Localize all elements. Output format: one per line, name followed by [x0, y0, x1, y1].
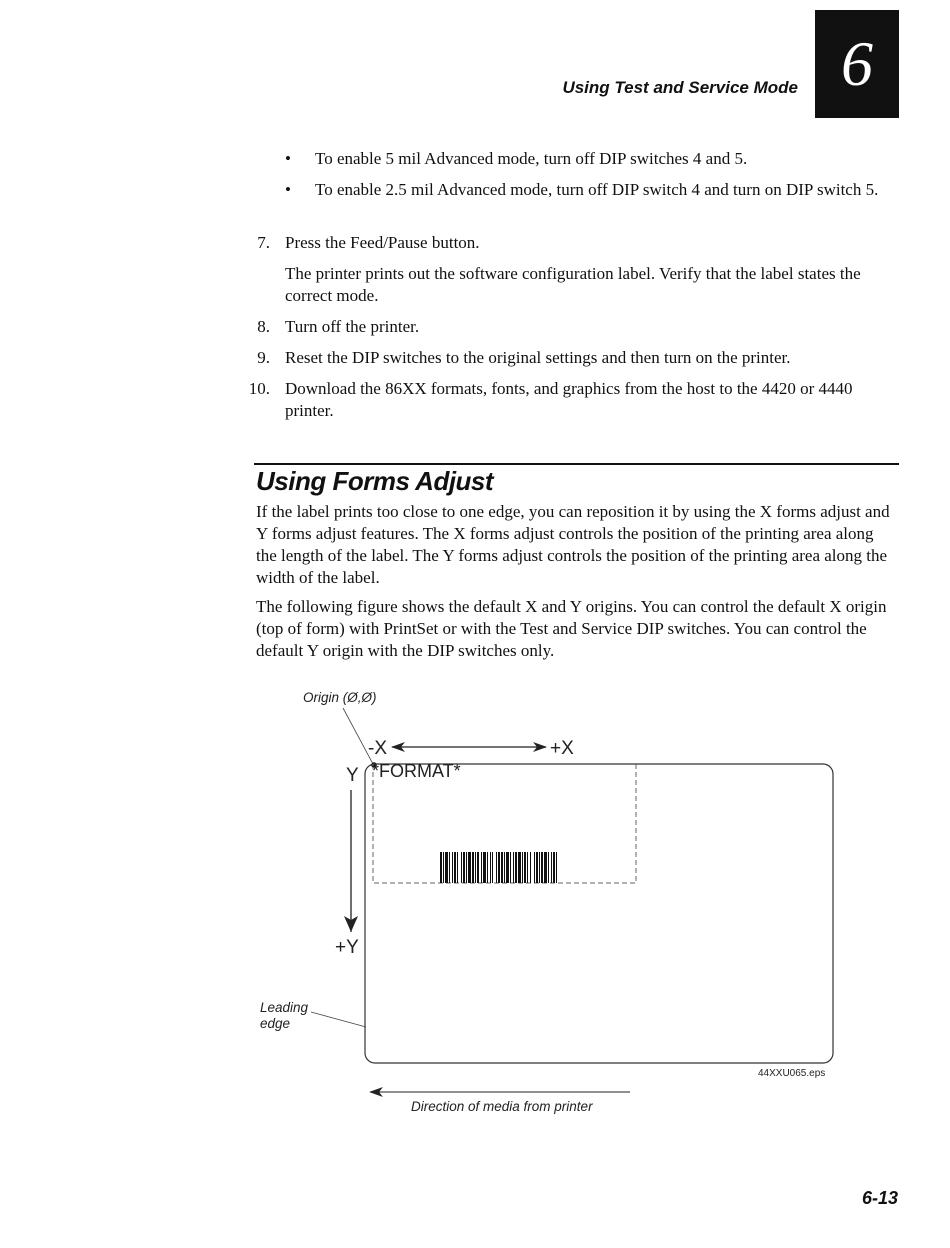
- step-number: 8.: [257, 317, 270, 336]
- barcode-bar: [524, 852, 526, 883]
- section-paragraph: The following figure shows the default X and Y origins. You can control the default X origin (top of form) with PrintSet or with the Test and Service DIP switches. You can control the default Y origin with the DIP switches only.: [256, 597, 887, 660]
- figure-filename: 44XXU065.eps: [758, 1068, 826, 1079]
- plus-y-label: +Y: [335, 937, 359, 958]
- y-axis-label: Y: [346, 765, 359, 786]
- barcode-bar: [463, 852, 465, 883]
- barcode-graphic: [440, 852, 557, 883]
- barcode-bar: [443, 852, 444, 883]
- bullet-marker: •: [285, 149, 291, 168]
- leading-edge-line2: edge: [260, 1016, 291, 1031]
- barcode-bar: [468, 852, 471, 883]
- barcode-bar: [477, 852, 479, 883]
- barcode-bar: [457, 852, 458, 883]
- media-direction-caption: Direction of media from printer: [411, 1099, 593, 1114]
- barcode-bar: [548, 852, 549, 883]
- barcode-bar: [490, 852, 491, 883]
- step-number: 10.: [248, 379, 270, 398]
- barcode-bar: [530, 852, 531, 883]
- barcode-bar: [544, 852, 547, 883]
- step-text: Turn off the printer.: [285, 317, 420, 336]
- bullet-marker: •: [285, 180, 291, 199]
- barcode-bar: [522, 852, 523, 883]
- running-header-title: Using Test and Service Mode: [562, 78, 798, 97]
- barcode-bar: [527, 852, 528, 883]
- leading-edge-label: [260, 1000, 308, 1032]
- barcode-bar: [487, 852, 488, 883]
- section-heading: Using Forms Adjust: [256, 466, 494, 496]
- barcode-bar: [492, 852, 493, 883]
- origin-label: Origin (Ø,Ø): [303, 690, 377, 705]
- barcode-bar: [518, 852, 521, 883]
- barcode-bar: [483, 852, 486, 883]
- barcode-bar: [449, 852, 450, 883]
- plus-x-label: +X: [550, 738, 574, 759]
- barcode-bar: [481, 852, 482, 883]
- barcode-bar: [440, 852, 442, 883]
- barcode-bar: [501, 852, 503, 883]
- page-number: 6-13: [861, 1188, 898, 1208]
- section-paragraph: If the label prints too close to one edge, you can reposition it by using the X forms adjust and Y forms adjust features. The X forms adjust controls the position of the printing area along the length of the label. The Y forms adjust controls the position of the printing area along the width of the label.: [256, 502, 890, 587]
- barcode-bar: [496, 852, 497, 883]
- barcode-bar: [445, 852, 448, 883]
- bullet-text: To enable 2.5 mil Advanced mode, turn off DIP switch 4 and turn on DIP switch 5.: [315, 180, 879, 199]
- barcode-bar: [551, 852, 552, 883]
- barcode-bar: [472, 852, 474, 883]
- leading-edge-line1: Leading: [260, 1000, 309, 1015]
- barcode-bar: [510, 852, 511, 883]
- step-text: Download the 86XX formats, fonts, and graphics from the host to the 4420 or 4440 printer.: [285, 379, 853, 420]
- barcode-bar: [536, 852, 538, 883]
- label-outline: [365, 764, 833, 1063]
- chapter-number: 6: [841, 28, 873, 99]
- barcode-bar: [466, 852, 467, 883]
- minus-x-label: -X: [368, 738, 387, 759]
- step-number: 9.: [257, 348, 270, 367]
- barcode-bar: [534, 852, 535, 883]
- barcode-bar: [541, 852, 543, 883]
- step-number: 7.: [257, 233, 270, 252]
- leading-edge-leader: [311, 1012, 366, 1027]
- barcode-bar: [553, 852, 555, 883]
- barcode-bar: [452, 852, 453, 883]
- barcode-bar: [556, 852, 557, 883]
- barcode-bar: [461, 852, 462, 883]
- step-text: Press the Feed/Pause button.: [285, 233, 480, 252]
- barcode-bar: [539, 852, 540, 883]
- step-text: Reset the DIP switches to the original settings and then turn on the printer.: [285, 348, 791, 367]
- barcode-bar: [504, 852, 505, 883]
- barcode-bar: [513, 852, 514, 883]
- barcode-bar: [454, 852, 456, 883]
- bullet-text: To enable 5 mil Advanced mode, turn off DIP switches 4 and 5.: [315, 149, 748, 168]
- barcode-bar: [498, 852, 500, 883]
- barcode-bar: [506, 852, 509, 883]
- step-note: The printer prints out the software configuration label. Verify that the label states the correct mode.: [285, 264, 861, 305]
- barcode-bar: [475, 852, 476, 883]
- barcode-bar: [515, 852, 517, 883]
- format-sample-text: *FORMAT*: [372, 761, 461, 781]
